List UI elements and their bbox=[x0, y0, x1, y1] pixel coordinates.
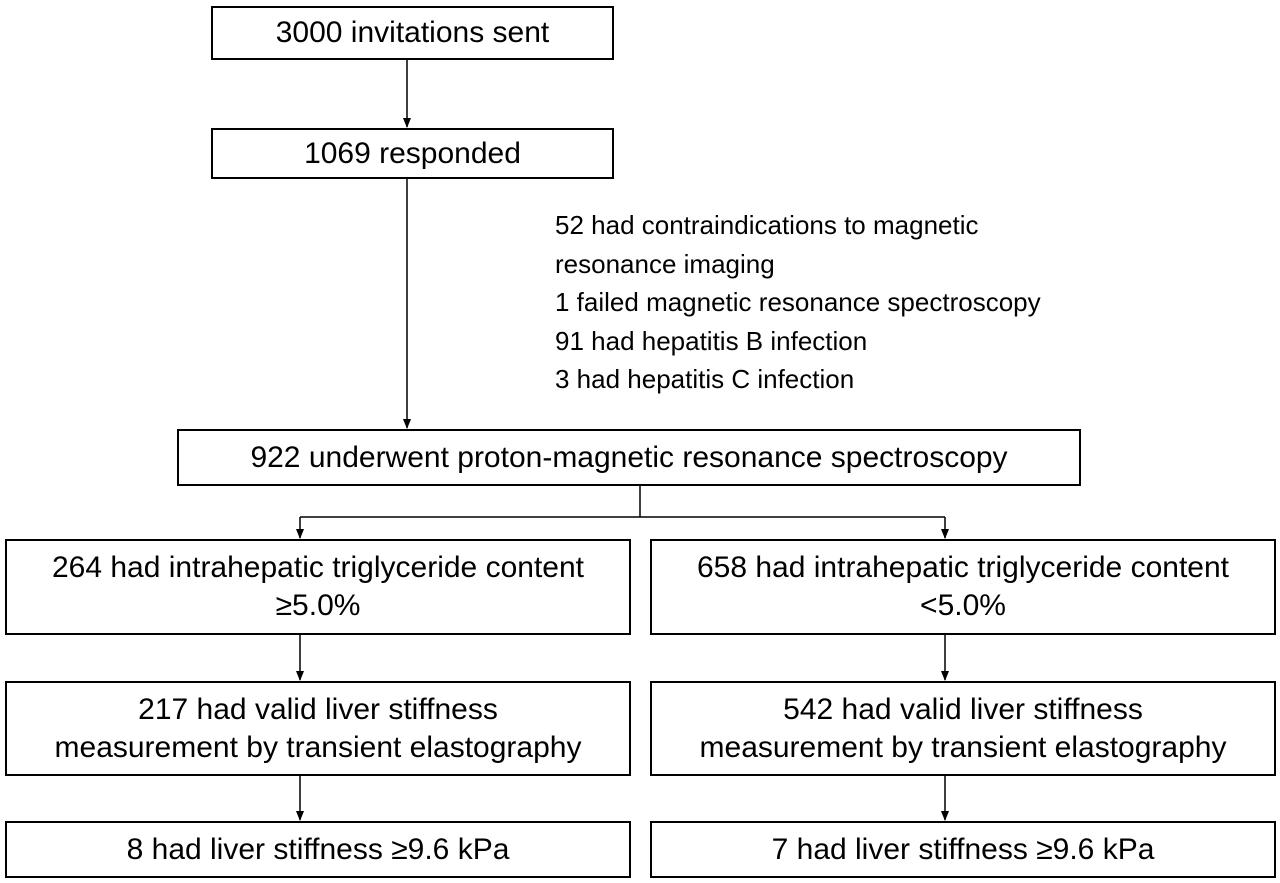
left-valid-line1: 217 had valid liver stiffness bbox=[138, 692, 498, 726]
left-valid-box bbox=[5, 681, 631, 776]
invitations-box bbox=[211, 6, 614, 60]
right-valid-line2: measurement by transient elastography bbox=[699, 730, 1227, 764]
responded-box bbox=[211, 128, 614, 179]
right-stiff-text: 7 had liver stiffness ≥9.6 kPa bbox=[771, 832, 1155, 866]
right-itg-line2: <5.0% bbox=[920, 589, 1006, 622]
underwent-text: 922 underwent proton-magnetic resonance spectroscopy bbox=[250, 440, 1008, 474]
exclusion-line: 3 had hepatitis C infection bbox=[555, 364, 855, 394]
left-valid-line2: measurement by transient elastography bbox=[54, 730, 582, 764]
exclusion-line: resonance imaging bbox=[555, 248, 775, 279]
left-itg-box bbox=[5, 539, 631, 635]
exclusion-line: 52 had contraindications to magnetic bbox=[555, 210, 979, 240]
left-stiff-text: 8 had liver stiffness ≥9.6 kPa bbox=[126, 832, 510, 866]
invitations-text: 3000 invitations sent bbox=[275, 16, 550, 49]
exclusions-list bbox=[555, 206, 1041, 399]
right-valid-box bbox=[650, 681, 1276, 776]
responded-text: 1069 responded bbox=[304, 136, 521, 170]
right-stiff-box bbox=[650, 821, 1276, 878]
exclusion-line: 91 had hepatitis B infection bbox=[555, 325, 868, 356]
right-itg-box bbox=[650, 539, 1276, 635]
left-itg-line2: ≥5.0% bbox=[275, 589, 361, 622]
left-stiff-box bbox=[5, 821, 631, 878]
right-valid-line1: 542 had valid liver stiffness bbox=[783, 692, 1143, 726]
right-itg-line1: 658 had intrahepatic triglyceride content bbox=[696, 551, 1229, 584]
left-itg-line1: 264 had intrahepatic triglyceride content bbox=[51, 551, 584, 584]
exclusion-line: 1 failed magnetic resonance spectroscopy bbox=[555, 287, 1041, 317]
underwent-box bbox=[177, 429, 1081, 486]
